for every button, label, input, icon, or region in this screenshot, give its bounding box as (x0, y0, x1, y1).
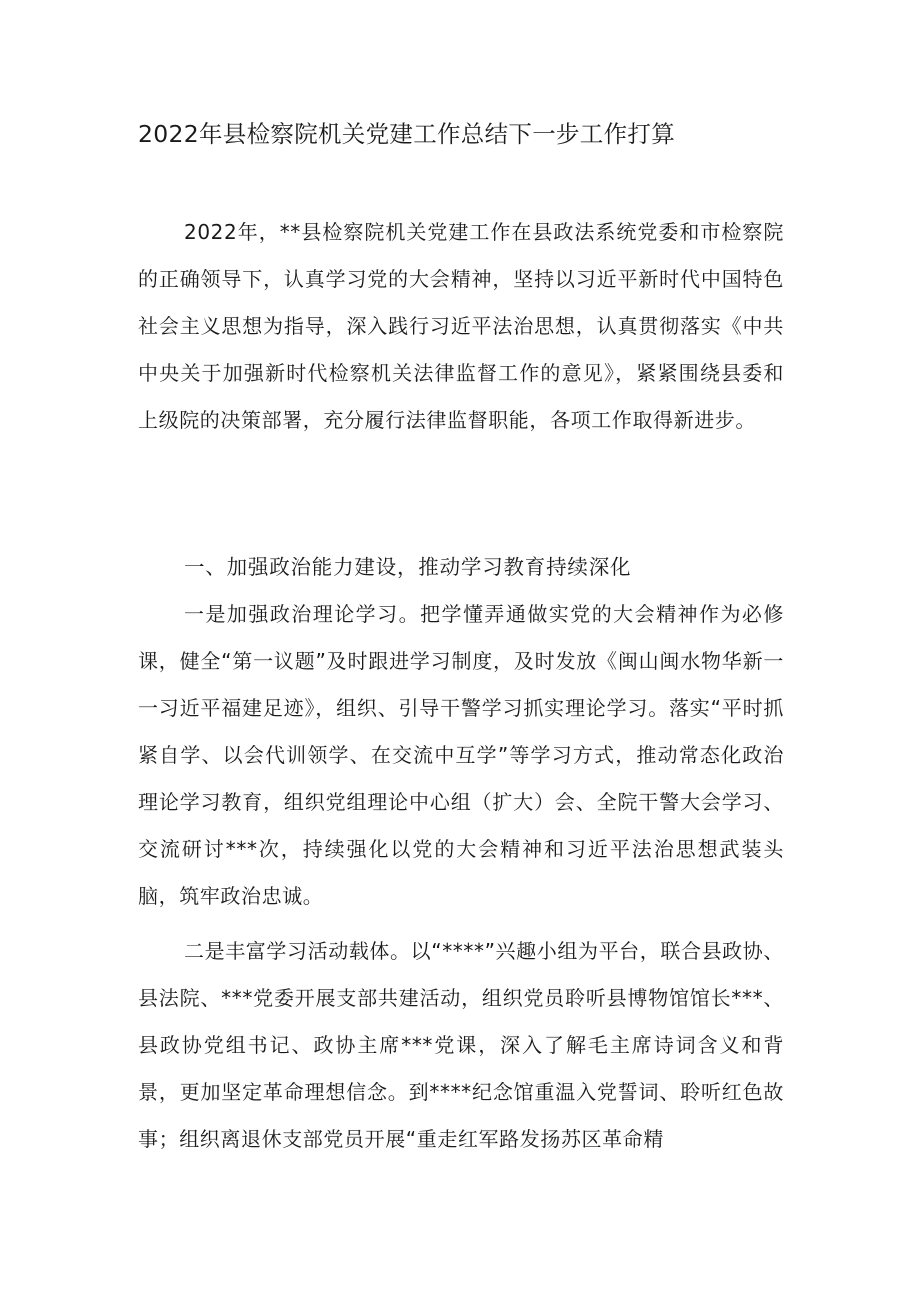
intro-paragraph: 2022年，**县检察院机关党建工作在县政法系统党委和市检察院的正确领导下，认真学习党的大会精神，坚持以习近平新时代中国特色社会主义思想为指导，深入践行习近平法治思想，认真贯彻落实《中共中央关于加强新时代检察机关法律监督工作的意见》，紧紧围绕县委和上级院的决策部署，充分履行法律监督职能，各项工作取得新进步。 (138, 220, 784, 432)
body-paragraph-activities: 二是丰富学习活动载体。以“****”兴趣小组为平台，联合县政协、县法院、***党委开展支部共建活动，组织党员聆听县博物馆馆长***、县政协党组书记、政协主席***党课，深入了解毛主席诗词含义和背景，更加坚定革命理想信念。到****纪念馆重温入党誓词、聆听红色故事；组织离退休支部党员开展“重走红军路发扬苏区革命精 (138, 939, 784, 1151)
section-heading: 一、加强政治能力建设，推动学习教育持续深化 (184, 555, 632, 579)
body-paragraph-theory-study: 一是加强政治理论学习。把学懂弄通做实党的大会精神作为必修课，健全“第一议题”及时跟进学习制度，及时发放《闽山闽水物华新一一习近平福建足迹》，组织、引导干警学习抓实理论学习。落实“平时抓紧自学、以会代训领学、在交流中互学”等学习方式，推动常态化政治理论学习教育，组织党组理论中心组（扩大）会、全院干警大会学习、交流研讨***次，持续强化以党的大会精神和习近平法治思想武装头脑，筑牢政治忠诚。 (138, 602, 785, 908)
document-title: 2022年县检察院机关党建工作总结下一步工作打算 (138, 120, 676, 148)
